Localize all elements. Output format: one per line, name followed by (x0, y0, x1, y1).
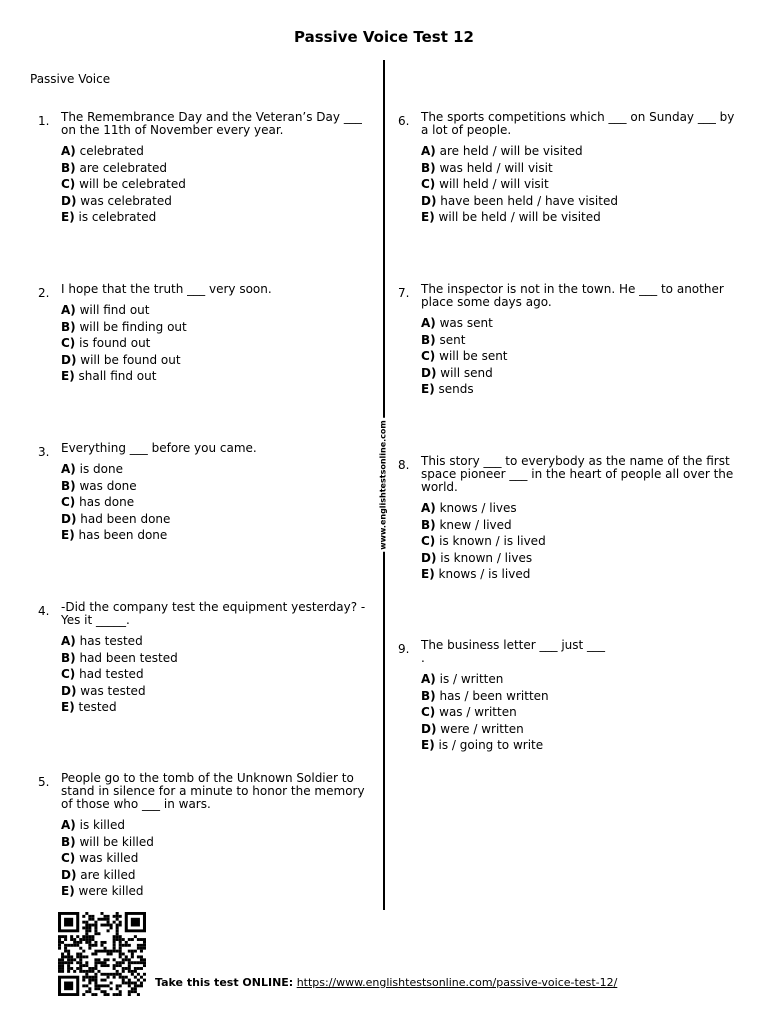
options-list (421, 500, 739, 583)
question-4 (38, 600, 379, 716)
option-d[interactable]: D) is known / lives (421, 550, 533, 565)
qr-code (58, 912, 146, 996)
option-a[interactable]: A) is done (61, 462, 123, 476)
option-d[interactable]: D) had been done (61, 511, 171, 526)
question-number: 8. (398, 458, 410, 472)
question-9 (398, 638, 739, 754)
question-number: 6. (398, 114, 410, 128)
option-d[interactable]: D) was celebrated (61, 193, 172, 208)
question-text: This story ___ to everybody as the name of the first space pioneer ___ in the heart of people all over the world. (421, 454, 734, 494)
question-2 (38, 282, 379, 385)
option-d[interactable]: D) have been held / have visited (421, 193, 618, 208)
option-b[interactable]: B) was held / will visit (421, 160, 553, 175)
options-list (61, 143, 379, 226)
option-a[interactable]: A) celebrated (61, 144, 144, 158)
question-text: Everything ___ before you came. (61, 441, 257, 455)
footer-label: Take this test ONLINE: (155, 976, 294, 989)
page-title: Passive Voice Test 12 (293, 28, 474, 46)
option-e[interactable]: E) shall find out (61, 369, 157, 383)
question-number: 5. (38, 775, 50, 789)
option-a[interactable]: A) knows / lives (421, 501, 517, 515)
option-c[interactable]: C) has done (61, 495, 135, 509)
options-list (61, 817, 379, 900)
question-8 (398, 454, 739, 583)
question-1 (38, 110, 379, 226)
option-b[interactable]: B) will be killed (61, 834, 154, 849)
option-c[interactable]: C) is known / is lived (421, 534, 546, 548)
option-c[interactable]: C) was killed (61, 851, 139, 865)
option-e[interactable]: E) sends (421, 382, 474, 396)
options-list (61, 461, 379, 544)
question-text: The business letter ___ just ___ . (421, 638, 606, 665)
question-text: People go to the tomb of the Unknown Soldier to stand in silence for a minute to honor the memory of those who ___ in wars. (61, 771, 365, 811)
option-d[interactable]: D) was tested (61, 683, 146, 698)
question-number: 4. (38, 604, 50, 618)
question-text: I hope that the truth ___ very soon. (61, 282, 272, 296)
option-d[interactable]: D) are killed (61, 867, 136, 882)
option-c[interactable]: C) is found out (61, 336, 151, 350)
question-number: 2. (38, 286, 50, 300)
option-c[interactable]: C) will held / will visit (421, 177, 549, 191)
options-list (421, 671, 739, 754)
option-e[interactable]: E) were killed (61, 884, 144, 898)
option-a[interactable]: A) is / written (421, 672, 504, 686)
question-number: 9. (398, 642, 410, 656)
options-list (61, 302, 379, 385)
options-list (421, 143, 739, 226)
option-b[interactable]: B) sent (421, 332, 466, 347)
option-b[interactable]: B) are celebrated (61, 160, 167, 175)
option-c[interactable]: C) was / written (421, 705, 517, 719)
options-list (421, 315, 739, 398)
option-e[interactable]: E) is celebrated (61, 210, 157, 224)
option-d[interactable]: D) will be found out (61, 352, 181, 367)
option-e[interactable]: E) knows / is lived (421, 567, 531, 581)
option-b[interactable]: B) had been tested (61, 650, 178, 665)
question-number: 1. (38, 114, 50, 128)
option-a[interactable]: A) are held / will be visited (421, 144, 583, 158)
option-c[interactable]: C) will be sent (421, 349, 508, 363)
option-a[interactable]: A) will find out (61, 303, 150, 317)
option-e[interactable]: E) is / going to write (421, 738, 544, 752)
option-a[interactable]: A) is killed (61, 818, 125, 832)
option-d[interactable]: D) will send (421, 365, 493, 380)
test-online-link[interactable]: https://www.englishtestsonline.com/passive-voice-test-12/ (296, 976, 618, 989)
option-b[interactable]: B) was done (61, 478, 137, 493)
question-text: -Did the company test the equipment yesterday? -Yes it _____. (61, 600, 366, 627)
option-a[interactable]: A) was sent (421, 316, 493, 330)
option-e[interactable]: E) tested (61, 700, 117, 714)
question-3 (38, 441, 379, 544)
question-text: The inspector is not in the town. He ___ to another place some days ago. (421, 282, 724, 309)
question-text: The sports competitions which ___ on Sunday ___ by a lot of people. (421, 110, 735, 137)
option-c[interactable]: C) will be celebrated (61, 177, 186, 191)
question-7 (398, 282, 739, 398)
option-b[interactable]: B) will be finding out (61, 319, 187, 334)
option-b[interactable]: B) knew / lived (421, 517, 512, 532)
option-a[interactable]: A) has tested (61, 634, 143, 648)
question-number: 7. (398, 286, 410, 300)
question-5 (38, 771, 379, 900)
question-number: 3. (38, 445, 50, 459)
question-text: The Remembrance Day and the Veteran’s Day ___ on the 11th of November every year. (61, 110, 362, 137)
option-c[interactable]: C) had tested (61, 667, 144, 681)
options-list (61, 633, 379, 716)
option-e[interactable]: E) has been done (61, 528, 168, 542)
footer-online (155, 976, 617, 989)
subject-label: Passive Voice (30, 72, 111, 86)
option-e[interactable]: E) will be held / will be visited (421, 210, 601, 224)
watermark-text: www.englishtestsonline.com (378, 420, 388, 550)
option-b[interactable]: B) has / been written (421, 688, 549, 703)
option-d[interactable]: D) were / written (421, 721, 524, 736)
question-6 (398, 110, 739, 226)
